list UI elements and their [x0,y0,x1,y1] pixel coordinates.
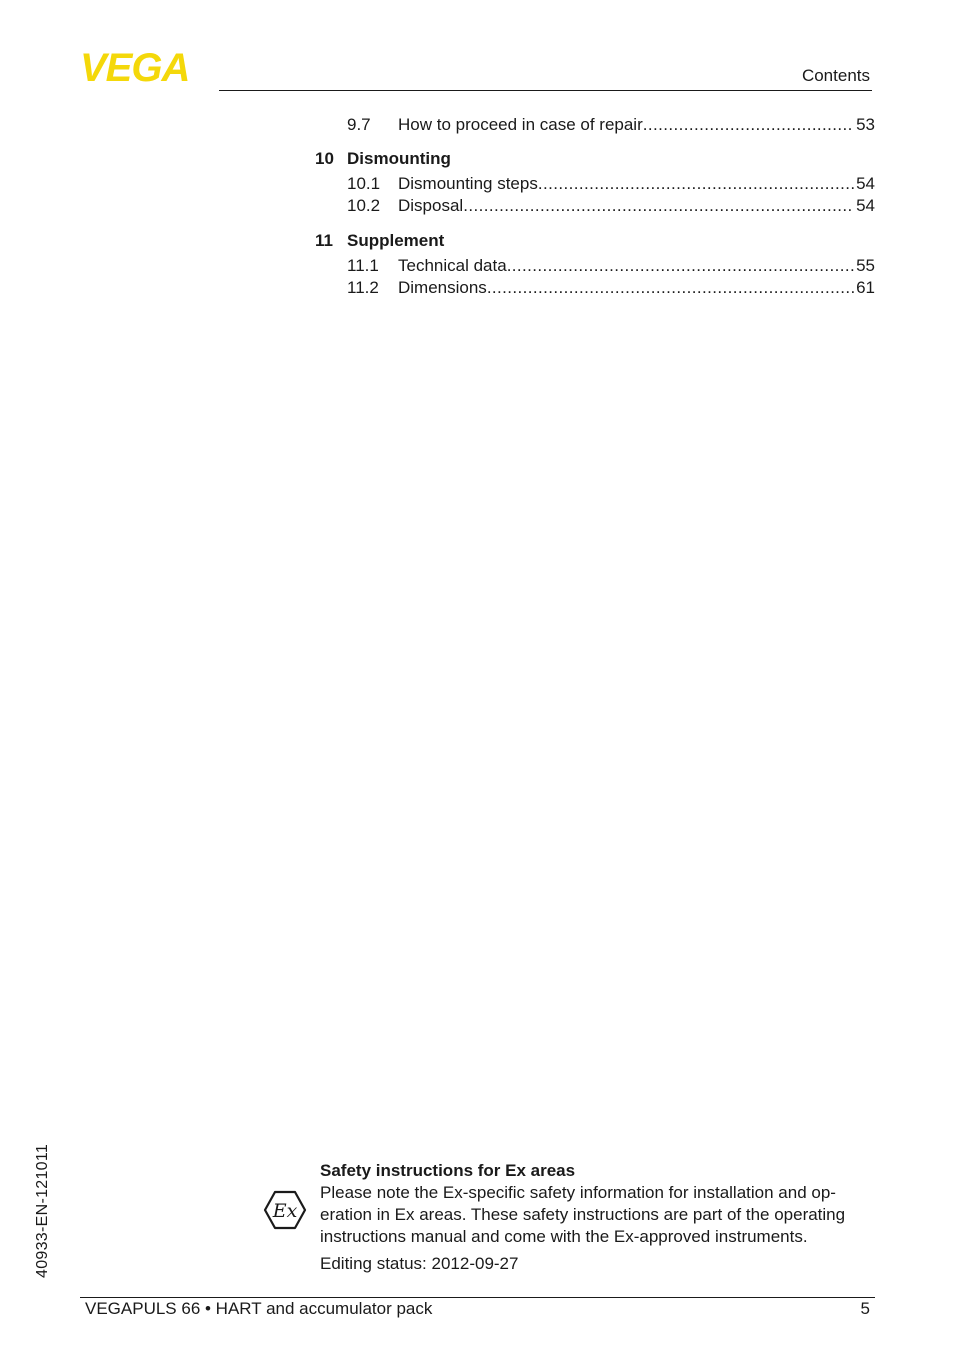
document-code: 40933-EN-121011 [34,1143,51,1278]
toc-leader-dots [463,195,854,217]
page-number: 5 [860,1299,870,1318]
toc-chapter-heading[interactable] [315,230,444,252]
toc-chapter-number: 10 [315,149,334,168]
toc-entry[interactable] [347,173,875,195]
toc-entry[interactable] [347,255,875,277]
toc-entry-page: 61 [856,278,875,297]
svg-text:VEGA: VEGA [80,50,190,84]
safety-text-line: Please note the Ex-specific safety information for installation and op- [320,1183,836,1202]
toc-chapter-title: Dismounting [347,149,451,168]
footer-product-name: VEGAPULS 66 • HART and accumulator pack [85,1299,433,1318]
toc-leader-dots [643,114,854,136]
safety-text-line: instructions manual and come with the Ex-approved instruments. [320,1227,808,1246]
toc-entry-page: 53 [856,115,875,134]
toc-entry-number: 11.2 [347,278,379,297]
toc-entry-page: 54 [856,196,875,215]
footer-divider [80,1297,875,1298]
toc-chapter-title: Supplement [347,231,445,250]
header-divider [219,90,872,91]
section-title: Contents [801,66,870,85]
toc-entry-title: How to proceed in case of repair [398,115,643,134]
toc-entry-page: 54 [856,174,875,193]
toc-entry-page: 55 [856,256,875,275]
toc-entry-title: Dismounting steps [398,174,538,193]
toc-chapter-number: 11 [315,231,333,250]
toc-entry-title: Dimensions [398,278,487,297]
toc-chapter-heading[interactable] [315,148,451,170]
toc-entry-number: 9.7 [347,115,371,134]
toc-leader-dots [487,277,854,299]
editing-status: Editing status: 2012-09-27 [320,1254,519,1273]
safety-text [320,1182,880,1248]
toc-entry-number: 10.1 [347,174,381,193]
vega-logo [80,50,212,84]
toc-entry-number: 11.1 [347,256,379,275]
toc-entry-title: Technical data [398,256,507,275]
ex-hexagon-icon [263,1188,307,1232]
toc-entry[interactable] [347,277,875,299]
toc-entry-number: 10.2 [347,196,381,215]
safety-text-line: eration in Ex areas. These safety instructions are part of the operating [320,1205,846,1224]
toc-leader-dots [507,255,854,277]
toc-entry[interactable] [347,114,875,136]
toc-entry-title: Disposal [398,196,464,215]
toc-leader-dots [538,173,854,195]
safety-heading: Safety instructions for Ex areas [320,1161,576,1180]
svg-text:Ex: Ex [272,1200,298,1222]
toc-entry[interactable] [347,195,875,217]
